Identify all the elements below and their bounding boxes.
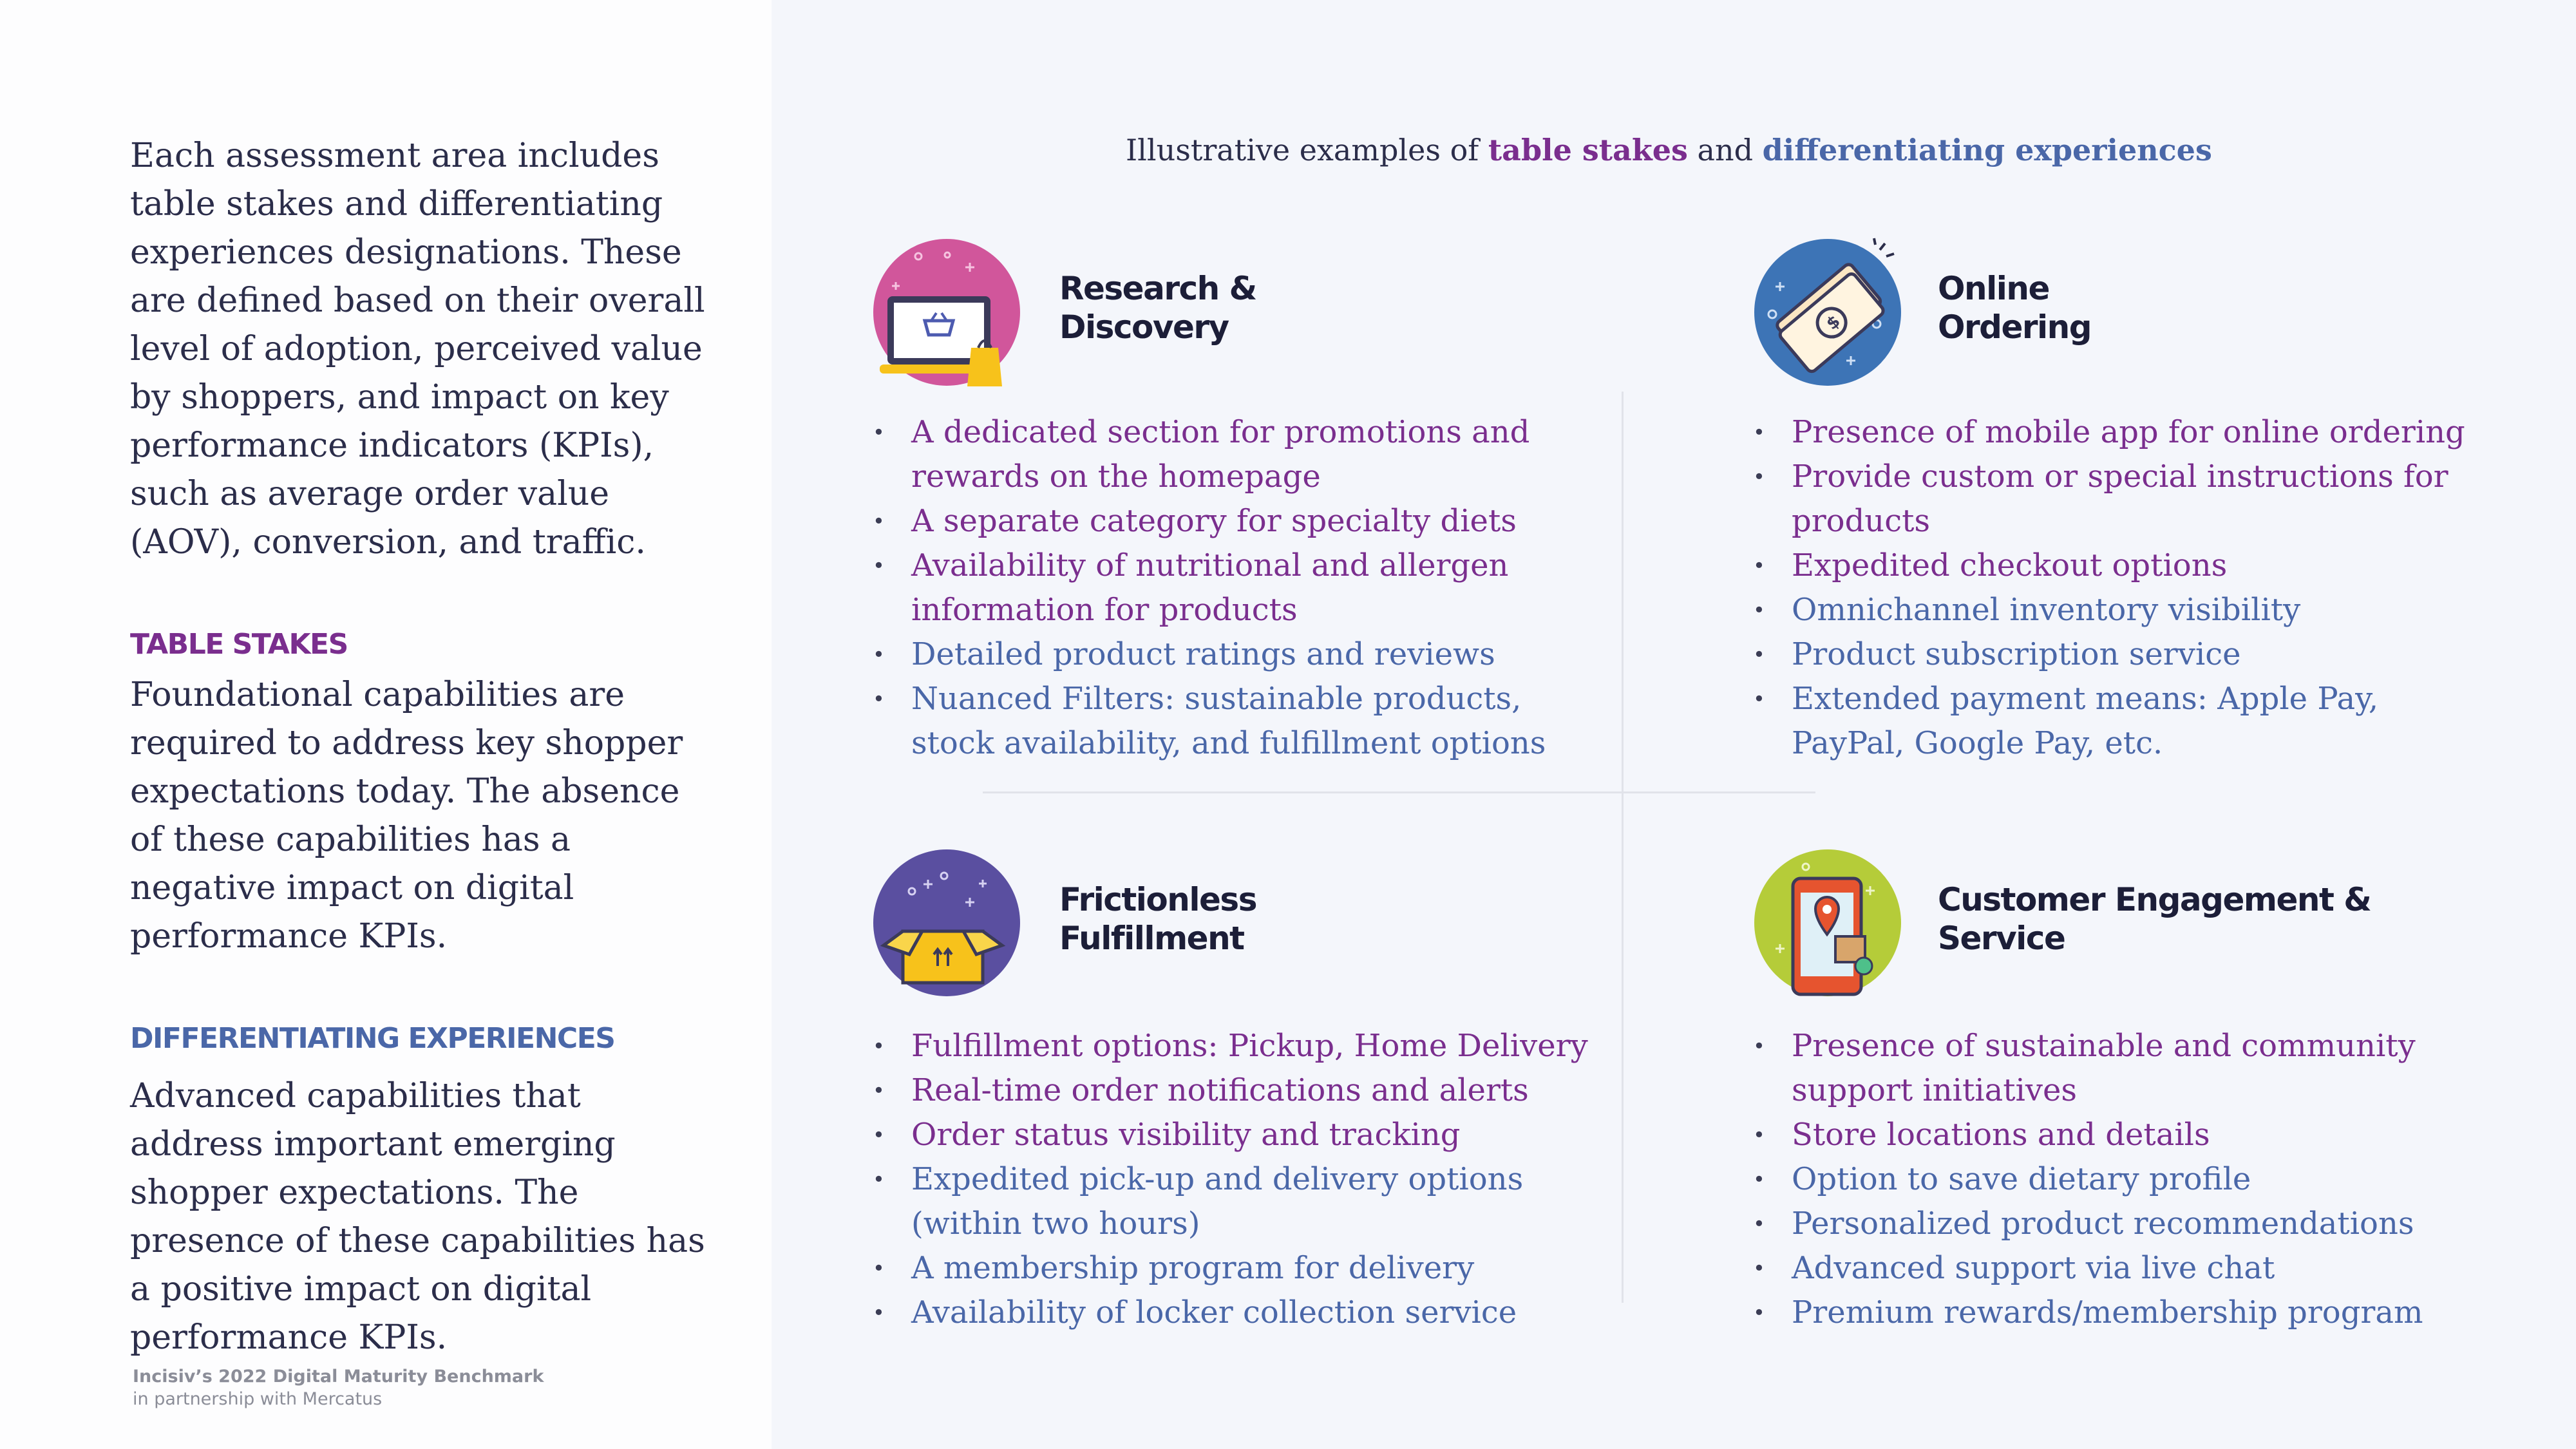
online-ordering-list — [1753, 410, 2474, 766]
title-and: and — [1687, 133, 1763, 167]
differentiating-item: • Availability of locker collection service — [873, 1291, 1594, 1335]
table-stakes-item: • Presence of mobile app for online ordering — [1753, 410, 2474, 455]
table-stakes-item: • Fulfillment options: Pickup, Home Delivery — [873, 1024, 1594, 1068]
research-title-line1: Research & — [1059, 270, 1256, 307]
differentiating-item: • Expedited pick-up and delivery options (within two hours) — [873, 1157, 1594, 1246]
differentiating-item: • Option to save dietary profile — [1753, 1157, 2474, 1202]
table-stakes-description: Foundational capabilities are required to address key shopper expectations today. The absence of these capabilities has a negative impact on digital performance KPIs. — [130, 676, 683, 956]
research-discovery-list — [873, 410, 1581, 766]
laptop-shopping-icon — [873, 237, 1024, 388]
table-stakes-item: • Availability of nutritional and allergen information for products — [873, 544, 1581, 632]
ordering-title-line1: Online — [1938, 270, 2049, 307]
money-bills-icon — [1754, 237, 1905, 388]
table-stakes-item: • Provide custom or special instructions for products — [1753, 455, 2474, 544]
table-stakes-item: • Real-time order notifications and alerts — [873, 1068, 1594, 1113]
footer-benchmark: Incisiv’s 2022 Digital Maturity Benchmark — [133, 1367, 544, 1387]
frictionless-fulfillment-list — [873, 1024, 1594, 1335]
engagement-title-line1: Customer Engagement & — [1938, 881, 2371, 918]
title-prefix: Illustrative examples of — [1126, 133, 1488, 167]
engagement-title-line2: Service — [1938, 920, 2065, 957]
footer-credit — [133, 1365, 544, 1410]
fulfillment-title-line1: Frictionless — [1059, 881, 1256, 918]
table-stakes-heading: TABLE STAKES — [130, 628, 348, 661]
fulfillment-title-line2: Fulfillment — [1059, 920, 1244, 957]
title-differentiating: differentiating experiences — [1762, 133, 2212, 167]
customer-engagement-list — [1753, 1024, 2474, 1335]
research-title-line2: Discovery — [1059, 308, 1229, 346]
differentiating-heading: DIFFERENTIATING EXPERIENCES — [130, 1022, 615, 1055]
table-stakes-item: • Presence of sustainable and community support initiatives — [1753, 1024, 2474, 1113]
table-stakes-item: • Order status visibility and tracking — [873, 1113, 1594, 1157]
title-table-stakes: table stakes — [1488, 133, 1688, 167]
differentiating-item: • A membership program for delivery — [873, 1246, 1594, 1291]
footer-partnership: in partnership with Mercatus — [133, 1389, 383, 1409]
differentiating-item: • Product subscription service — [1753, 632, 2474, 677]
table-stakes-item: • Store locations and details — [1753, 1113, 2474, 1157]
differentiating-item: • Personalized product recommendations — [1753, 1202, 2474, 1246]
intro-paragraph: Each assessment area includes table stakes and differentiating experiences designations. These are defined based on their overall level of adoption, perceived value by shoppers, and impact on key performance indicators (KPIs), such as average order value (AOV), conversion, and traffic. — [130, 137, 705, 562]
vertical-divider — [1622, 392, 1624, 1303]
left-panel — [0, 0, 772, 1449]
table-stakes-item: • Expedited checkout options — [1753, 544, 2474, 588]
ordering-title-line2: Ordering — [1938, 308, 2092, 346]
research-discovery-title — [1059, 269, 1256, 346]
online-ordering-title — [1938, 269, 2091, 346]
table-stakes-item: • A separate category for specialty diets — [873, 499, 1581, 544]
differentiating-description: Advanced capabilities that address important emerging shopper expectations. The presence of these capabilities has a positive impact on digital performance KPIs. — [130, 1077, 705, 1357]
differentiating-item: • Omnichannel inventory visibility — [1753, 588, 2474, 632]
open-box-icon — [873, 848, 1024, 998]
differentiating-item: • Premium rewards/membership program — [1753, 1291, 2474, 1335]
differentiating-item: • Advanced support via live chat — [1753, 1246, 2474, 1291]
differentiating-item: • Nuanced Filters: sustainable products, stock availability, and fulfillment options — [873, 677, 1581, 766]
differentiating-item: • Extended payment means: Apple Pay, PayPal, Google Pay, etc. — [1753, 677, 2474, 766]
differentiating-item: • Detailed product ratings and reviews — [873, 632, 1581, 677]
customer-engagement-title — [1938, 880, 2371, 958]
table-stakes-item: • A dedicated section for promotions and rewards on the homepage — [873, 410, 1581, 499]
section-title — [1126, 133, 2212, 167]
phone-location-icon — [1754, 848, 1905, 998]
frictionless-fulfillment-title — [1059, 880, 1256, 958]
horizontal-divider — [983, 791, 1815, 793]
svg-text:$: $ — [1823, 311, 1844, 334]
